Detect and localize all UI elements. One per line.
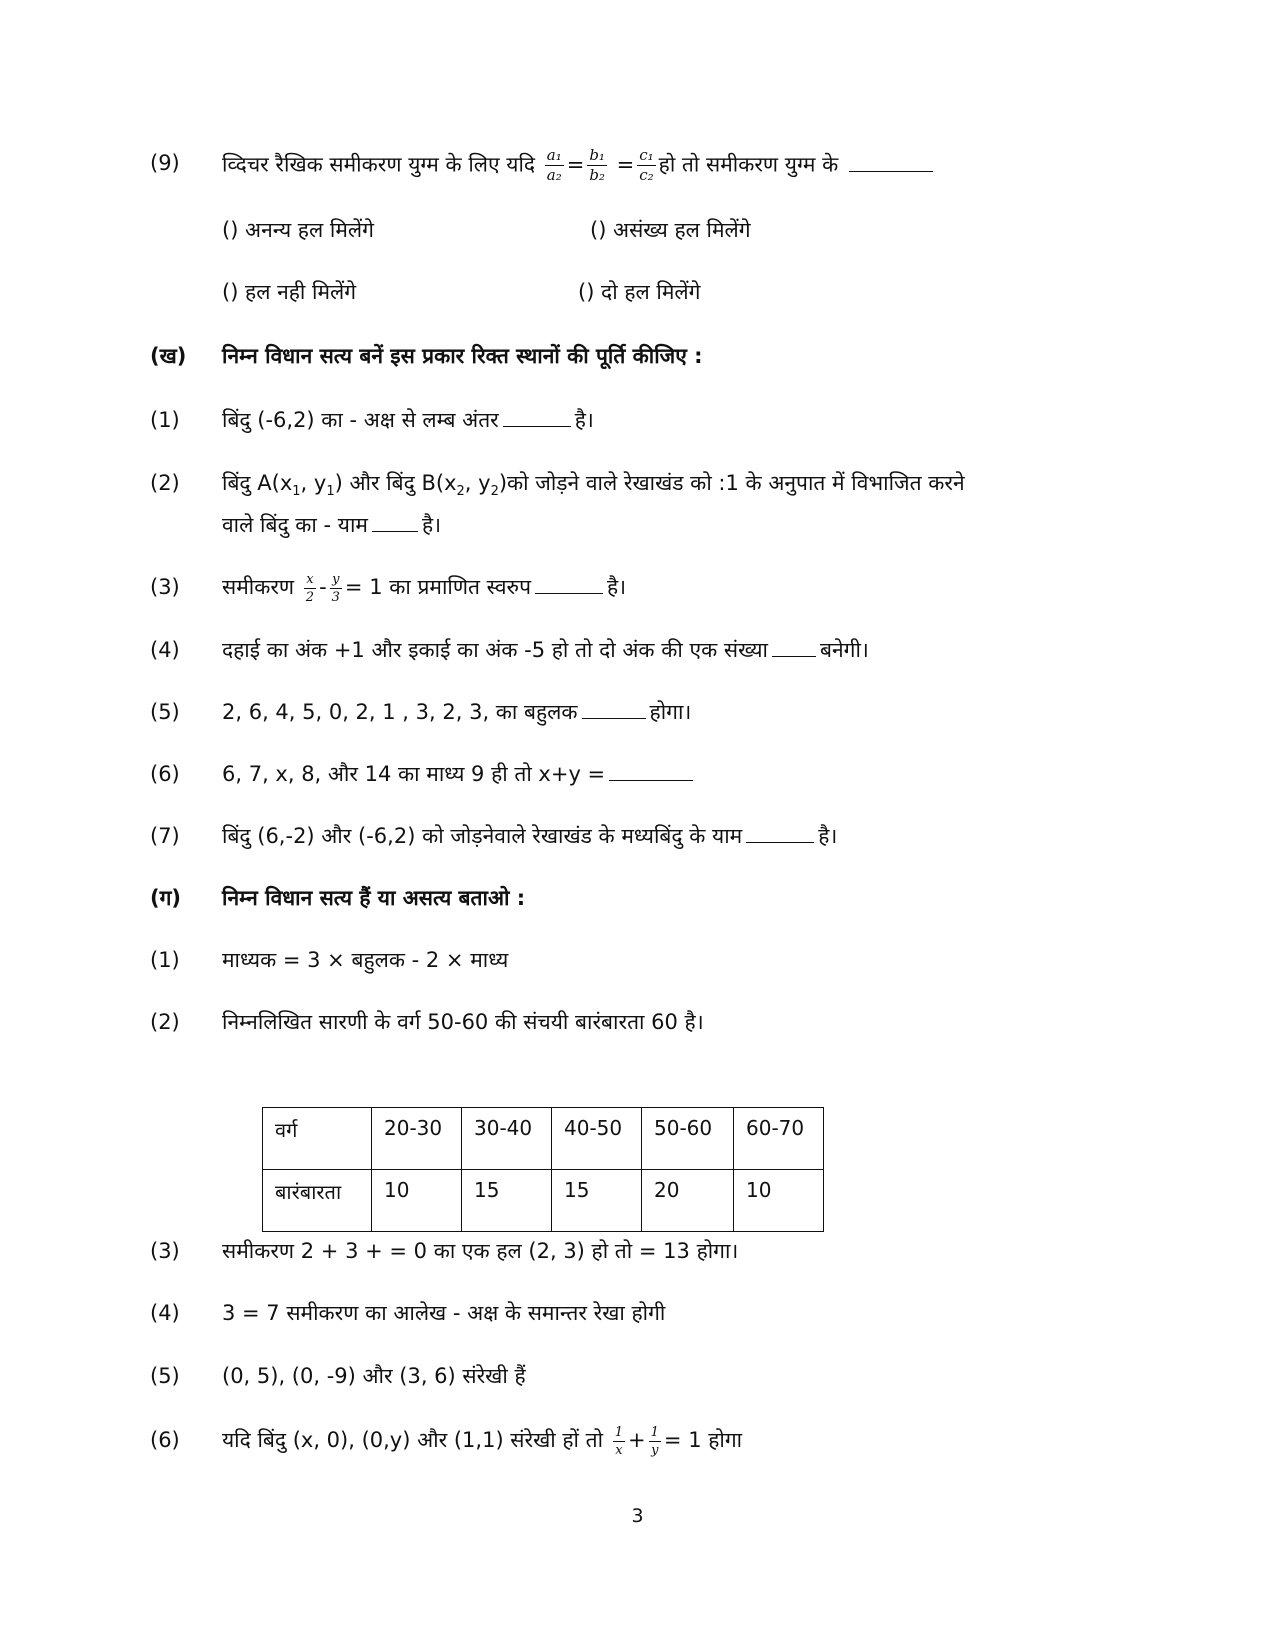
page-number: 3 bbox=[631, 1505, 644, 1527]
table-cell: 20-30 bbox=[372, 1108, 462, 1170]
frequency-table bbox=[262, 1107, 824, 1232]
table-cell: 30-40 bbox=[462, 1108, 552, 1170]
question-number: (9) bbox=[150, 151, 180, 175]
option-2[interactable]: () असंख्य हल मिलेंगे bbox=[590, 218, 751, 242]
fraction-x-2: $\frac{x}{2}$ bbox=[305, 571, 315, 605]
fraction-a: $\frac{\text{a₁}}{\text{a₂}}$ bbox=[546, 146, 562, 184]
answer-blank[interactable] bbox=[849, 170, 933, 172]
table-cell: 50-60 bbox=[642, 1108, 734, 1170]
table-cell: 15 bbox=[462, 1170, 552, 1232]
answer-blank[interactable] bbox=[503, 425, 571, 427]
answer-blank[interactable] bbox=[535, 592, 603, 594]
fraction-1-y: $\frac{1}{y}$ bbox=[650, 1424, 659, 1458]
answer-blank[interactable] bbox=[746, 841, 814, 843]
table-cell: 60-70 bbox=[734, 1108, 824, 1170]
table-row bbox=[263, 1170, 824, 1232]
answer-blank[interactable] bbox=[772, 655, 816, 657]
section-label: (ग) bbox=[150, 886, 182, 910]
table-cell: 10 bbox=[372, 1170, 462, 1232]
option-4[interactable]: () दो हल मिलेंगे bbox=[578, 280, 701, 304]
table-cell: 40-50 bbox=[552, 1108, 642, 1170]
table-cell: बारंबारता bbox=[263, 1170, 372, 1232]
fraction-b: $\frac{\text{b₁}}{\text{b₂}}$ bbox=[589, 146, 605, 184]
option-1[interactable]: () अनन्य हल मिलेंगे bbox=[222, 218, 374, 242]
table-cell: वर्ग bbox=[263, 1108, 372, 1170]
fraction-1-x: $\frac{1}{x}$ bbox=[614, 1424, 624, 1458]
fraction-c: $\frac{\text{c₁}}{\text{c₂}}$ bbox=[639, 146, 654, 184]
table-cell: 10 bbox=[734, 1170, 824, 1232]
option-3[interactable]: () हल नही मिलेंगे bbox=[222, 280, 357, 304]
table-cell: 20 bbox=[642, 1170, 734, 1232]
table-row bbox=[263, 1108, 824, 1170]
section-title: निम्न विधान सत्य बनें इस प्रकार रिक्त स्थानों की पूर्ति कीजिए : bbox=[222, 344, 703, 368]
table-cell: 15 bbox=[552, 1170, 642, 1232]
section-title: निम्न विधान सत्य हैं या असत्य बताओ : bbox=[222, 886, 526, 910]
answer-blank[interactable] bbox=[582, 717, 646, 719]
section-label: (ख) bbox=[150, 344, 187, 368]
fraction-y-3: $\frac{y}{3}$ bbox=[331, 571, 340, 605]
answer-blank[interactable] bbox=[609, 779, 693, 781]
answer-blank[interactable] bbox=[372, 530, 418, 532]
question-text: व्दिचर रैखिक समीकरण युग्म के लिए यदि $\frac{\text{a₁}}{\text{a₂}}$ = $\frac{\text{b₁}}{\text{b₂}}$ = $\frac{\text{c₁}}{\text{c₂}}$ हो तो समीकरण युग्म के bbox=[222, 148, 937, 183]
